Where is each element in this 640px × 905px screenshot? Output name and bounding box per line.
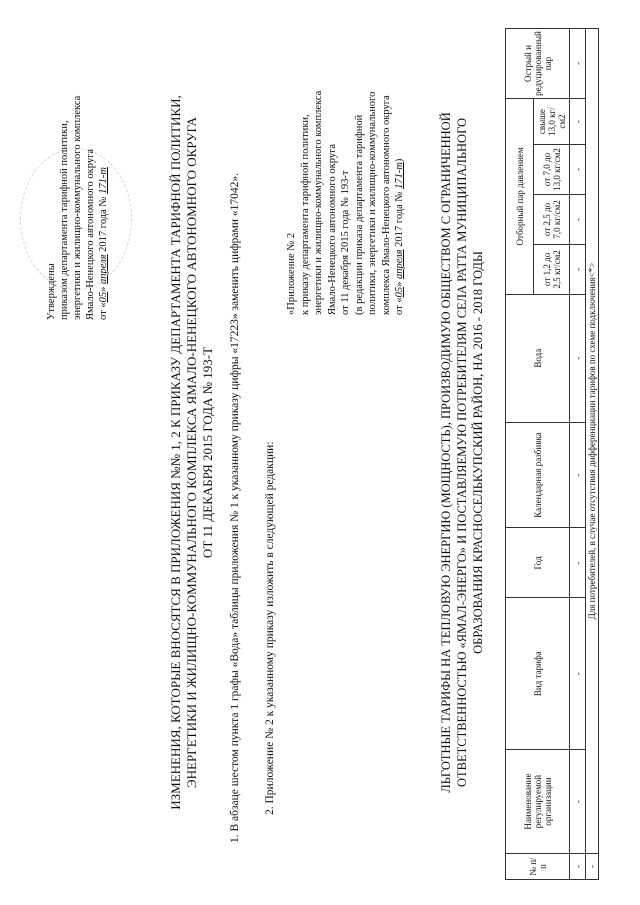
header-steam-col: от 7,0 до 13,0 кг/см2 [534, 145, 570, 195]
tariff-table [505, 28, 599, 880]
approval-date: от «05» апреля 2017 года № 171-т [98, 167, 109, 320]
header-num: № п/п [506, 854, 570, 880]
approval-line: Ямало-Ненецкого автономного округа [85, 148, 96, 320]
approval-line: приказом департамента тарифной политики, [59, 120, 70, 320]
approval-month: апреля [98, 254, 109, 285]
table-cell: - [570, 194, 586, 244]
approval-line: Утверждены [46, 263, 57, 320]
table-cell: - [570, 422, 586, 528]
table-footer-row [586, 29, 599, 880]
table-cell: - [570, 145, 586, 195]
appendix-2-date: от «05» апреля 2017 года № 171-т) [394, 158, 405, 315]
table-cell: - [570, 99, 586, 145]
header-calendar: Календарная разбивка [506, 422, 570, 528]
table-row [570, 29, 586, 880]
paragraph-2: 2. Приложение № 2 к указанному приказу изложить в следующей редакции: [264, 441, 276, 815]
approval-number: 171-т [98, 167, 109, 194]
table-footer-text: Для потребителей, в случае отсутствия дифференциации тарифов по схеме подключения<*> [586, 29, 599, 854]
header-steam-col: свыше 13,0 кг/см2 [534, 99, 570, 145]
paragraph-1: 1. В абзаце шестом пункта 1 графы «Вода» таблицы приложения № 1 к указанному приказу цифры «17223» заменить цифрами «17042». [229, 173, 241, 843]
table-cell: - [570, 598, 586, 750]
header-steam-col: от 2,5 до 7,0 кг/см2 [534, 194, 570, 244]
header-water: Вода [506, 294, 570, 422]
table-cell: - [586, 854, 599, 880]
header-year: Год [506, 528, 570, 598]
header-steam-col: от 1,2 до 2,5 кг/см2 [534, 244, 570, 294]
table-cell: - [570, 294, 586, 422]
header-sharp-steam: Острый и редуцированный пар [506, 29, 570, 99]
table-cell: - [570, 528, 586, 598]
approval-day: 05 [98, 291, 109, 303]
table-cell: - [570, 750, 586, 854]
table-cell: - [570, 854, 586, 880]
tariff-title: ЛЬГОТНЫЕ ТАРИФЫ НА ТЕПЛОВУЮ ЭНЕРГИЮ (МОЩНОСТЬ), ПРОИЗВОДИМУЮ ОБЩЕСТВОМ С ОГРАНИЧЕННОЙ ОТВЕТСТВЕННОСТЬЮ «ЯМАЛ-ЭНЕРГО» И ПОСТАВЛЯЕМУЮ ПОТРЕБИТЕЛЯМ СЕЛА РАТТА МУНИЦИПАЛЬНОГО ОБРАЗОВАНИЯ КРАСНОСЕЛЬКУПСКИЙ РАЙОН, НА 2016 - 2018 ГОДЫ [439, 112, 485, 793]
table-cell: - [570, 244, 586, 294]
appendix-2-header: «Приложение № 2 к приказу департамента тарифной политики, энергетики и жилищно-коммунального комплекса Ямало-Ненецкого автономного округа от 11 декабря 2015 года № 193-т (в редакции приказа департамента тарифной политики, энергетики и жилищно-коммунального комплекса Ямало-Ненецкого автономного округа от «05» апреля 2017 года № 171-т) [286, 90, 405, 315]
changes-title: ИЗМЕНЕНИЯ, КОТОРЫЕ ВНОСЯТСЯ В ПРИЛОЖЕНИЯ №№ 1, 2 К ПРИКАЗУ ДЕПАРТАМЕНТА ТАРИФНОЙ ПОЛИТИКИ, ЭНЕРГЕТИКИ И ЖИЛИЩНО-КОММУНАЛЬНОГО КОМПЛЕКСА ЯМАЛО-НЕНЕЦКОГО АВТОНОМНОГО ОКРУГА ОТ 11 ДЕКАБРЯ 2015 ГОДА № 193-Т [168, 95, 215, 810]
header-tariff-type: Вид тарифа [506, 598, 570, 750]
approval-line: энергетики и жилищно-коммунального комплекса [72, 95, 83, 320]
header-steam: Отборный пар давлением [506, 99, 534, 295]
approval-block [45, 96, 110, 320]
header-org: Наименование регулируемой организации [506, 750, 570, 854]
table-cell: - [570, 29, 586, 99]
